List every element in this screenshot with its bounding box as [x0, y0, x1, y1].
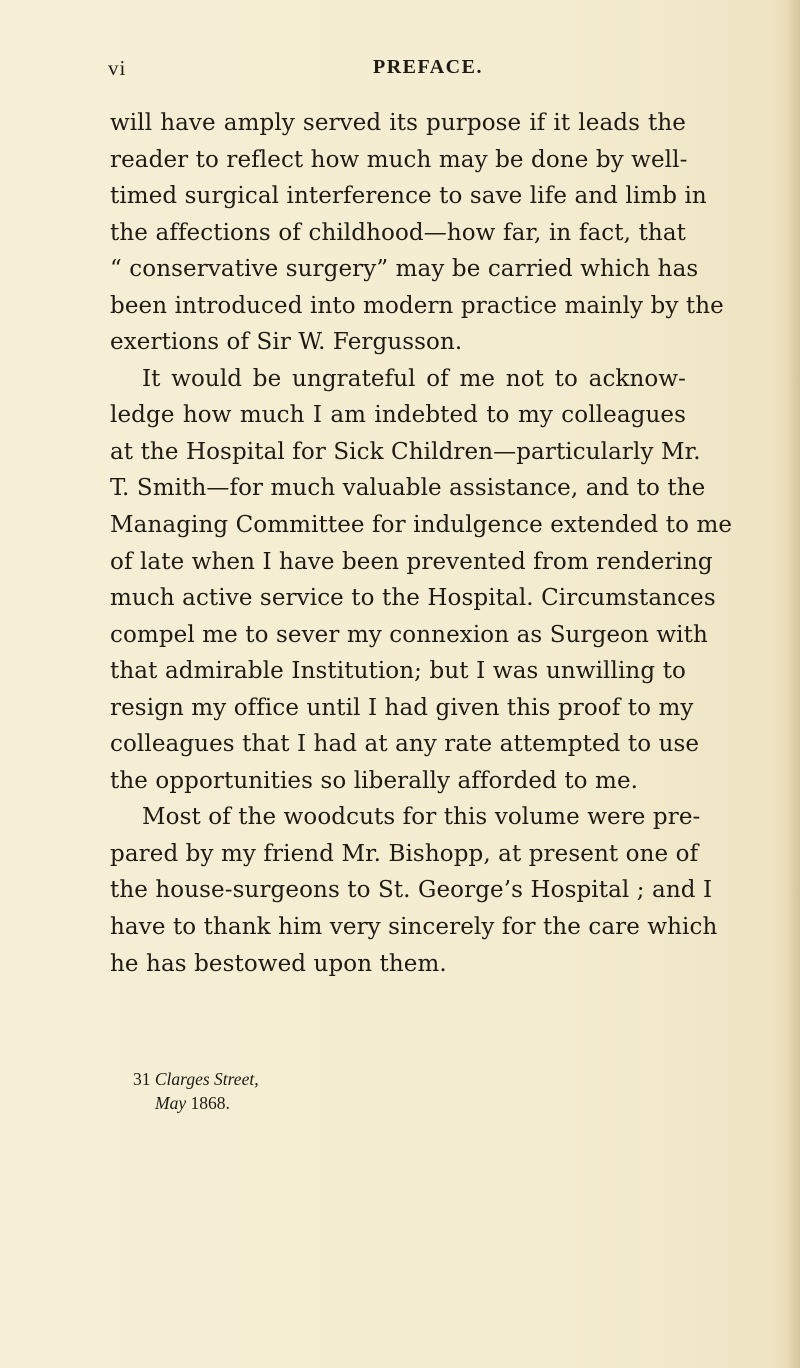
preface-body	[110, 105, 733, 982]
text-line: that admirable Institution; but I was unwilling to	[110, 658, 686, 685]
text-line: been introduced into modern practice mainly by the	[110, 292, 724, 319]
text-line: of late when I have been prevented from rendering	[110, 548, 713, 575]
text-line: he has bestowed upon them.	[110, 950, 447, 977]
running-head-title: PREFACE.	[373, 56, 483, 78]
text-line: the opportunities so liberally afforded to me.	[110, 767, 639, 794]
page-number: vi	[108, 56, 127, 80]
date-year: 1868.	[190, 1093, 230, 1113]
text-line: at the Hospital for Sick Children—particularly Mr.	[110, 438, 701, 465]
text-line: resign my office until I had given this proof to my	[110, 694, 694, 721]
text-line: will have amply served its purpose if it leads the	[110, 110, 686, 136]
text-line: compel me to sever my connexion as Surgeon with	[110, 621, 708, 648]
paragraph-start-line: Most of the woodcuts for this volume were pre-	[142, 804, 701, 831]
text-line: much active service to the Hospital. Circumstances	[110, 585, 716, 612]
running-head	[0, 56, 800, 86]
date-month: May	[155, 1093, 187, 1113]
text-line: the affections of childhood—how far, in fact, that	[110, 219, 686, 246]
text-line: pared by my friend Mr. Bishopp, at present one of	[110, 840, 699, 867]
page-edge-shadow	[786, 0, 800, 1368]
text-line: exertions of Sir W. Fergusson.	[110, 329, 463, 356]
text-line: the house-surgeons to St. George’s Hospital ; and I	[110, 877, 713, 904]
address-line	[133, 1067, 259, 1091]
text-line: T. Smith—for much valuable assistance, and to the	[110, 475, 706, 502]
text-line: “ conservative surgery” may be carried which has	[110, 256, 699, 283]
signature-block	[133, 1067, 259, 1115]
text-line: timed surgical interference to save life and limb in	[110, 183, 707, 210]
text-line: reader to reflect how much may be done by well-	[110, 146, 688, 173]
text-line: Managing Committee for indulgence extended to me	[110, 512, 733, 539]
street-number: 31	[133, 1069, 151, 1089]
text-line: ledge how much I am indebted to my colleagues	[110, 402, 686, 429]
text-line: colleagues that I had at any rate attempted to use	[110, 731, 700, 758]
date-line	[133, 1091, 259, 1115]
text-line: have to thank him very sincerely for the care which	[110, 914, 718, 941]
paragraph-start-line: It would be ungrateful of me not to acknow-	[142, 365, 686, 392]
street-name: Clarges Street,	[154, 1069, 259, 1089]
